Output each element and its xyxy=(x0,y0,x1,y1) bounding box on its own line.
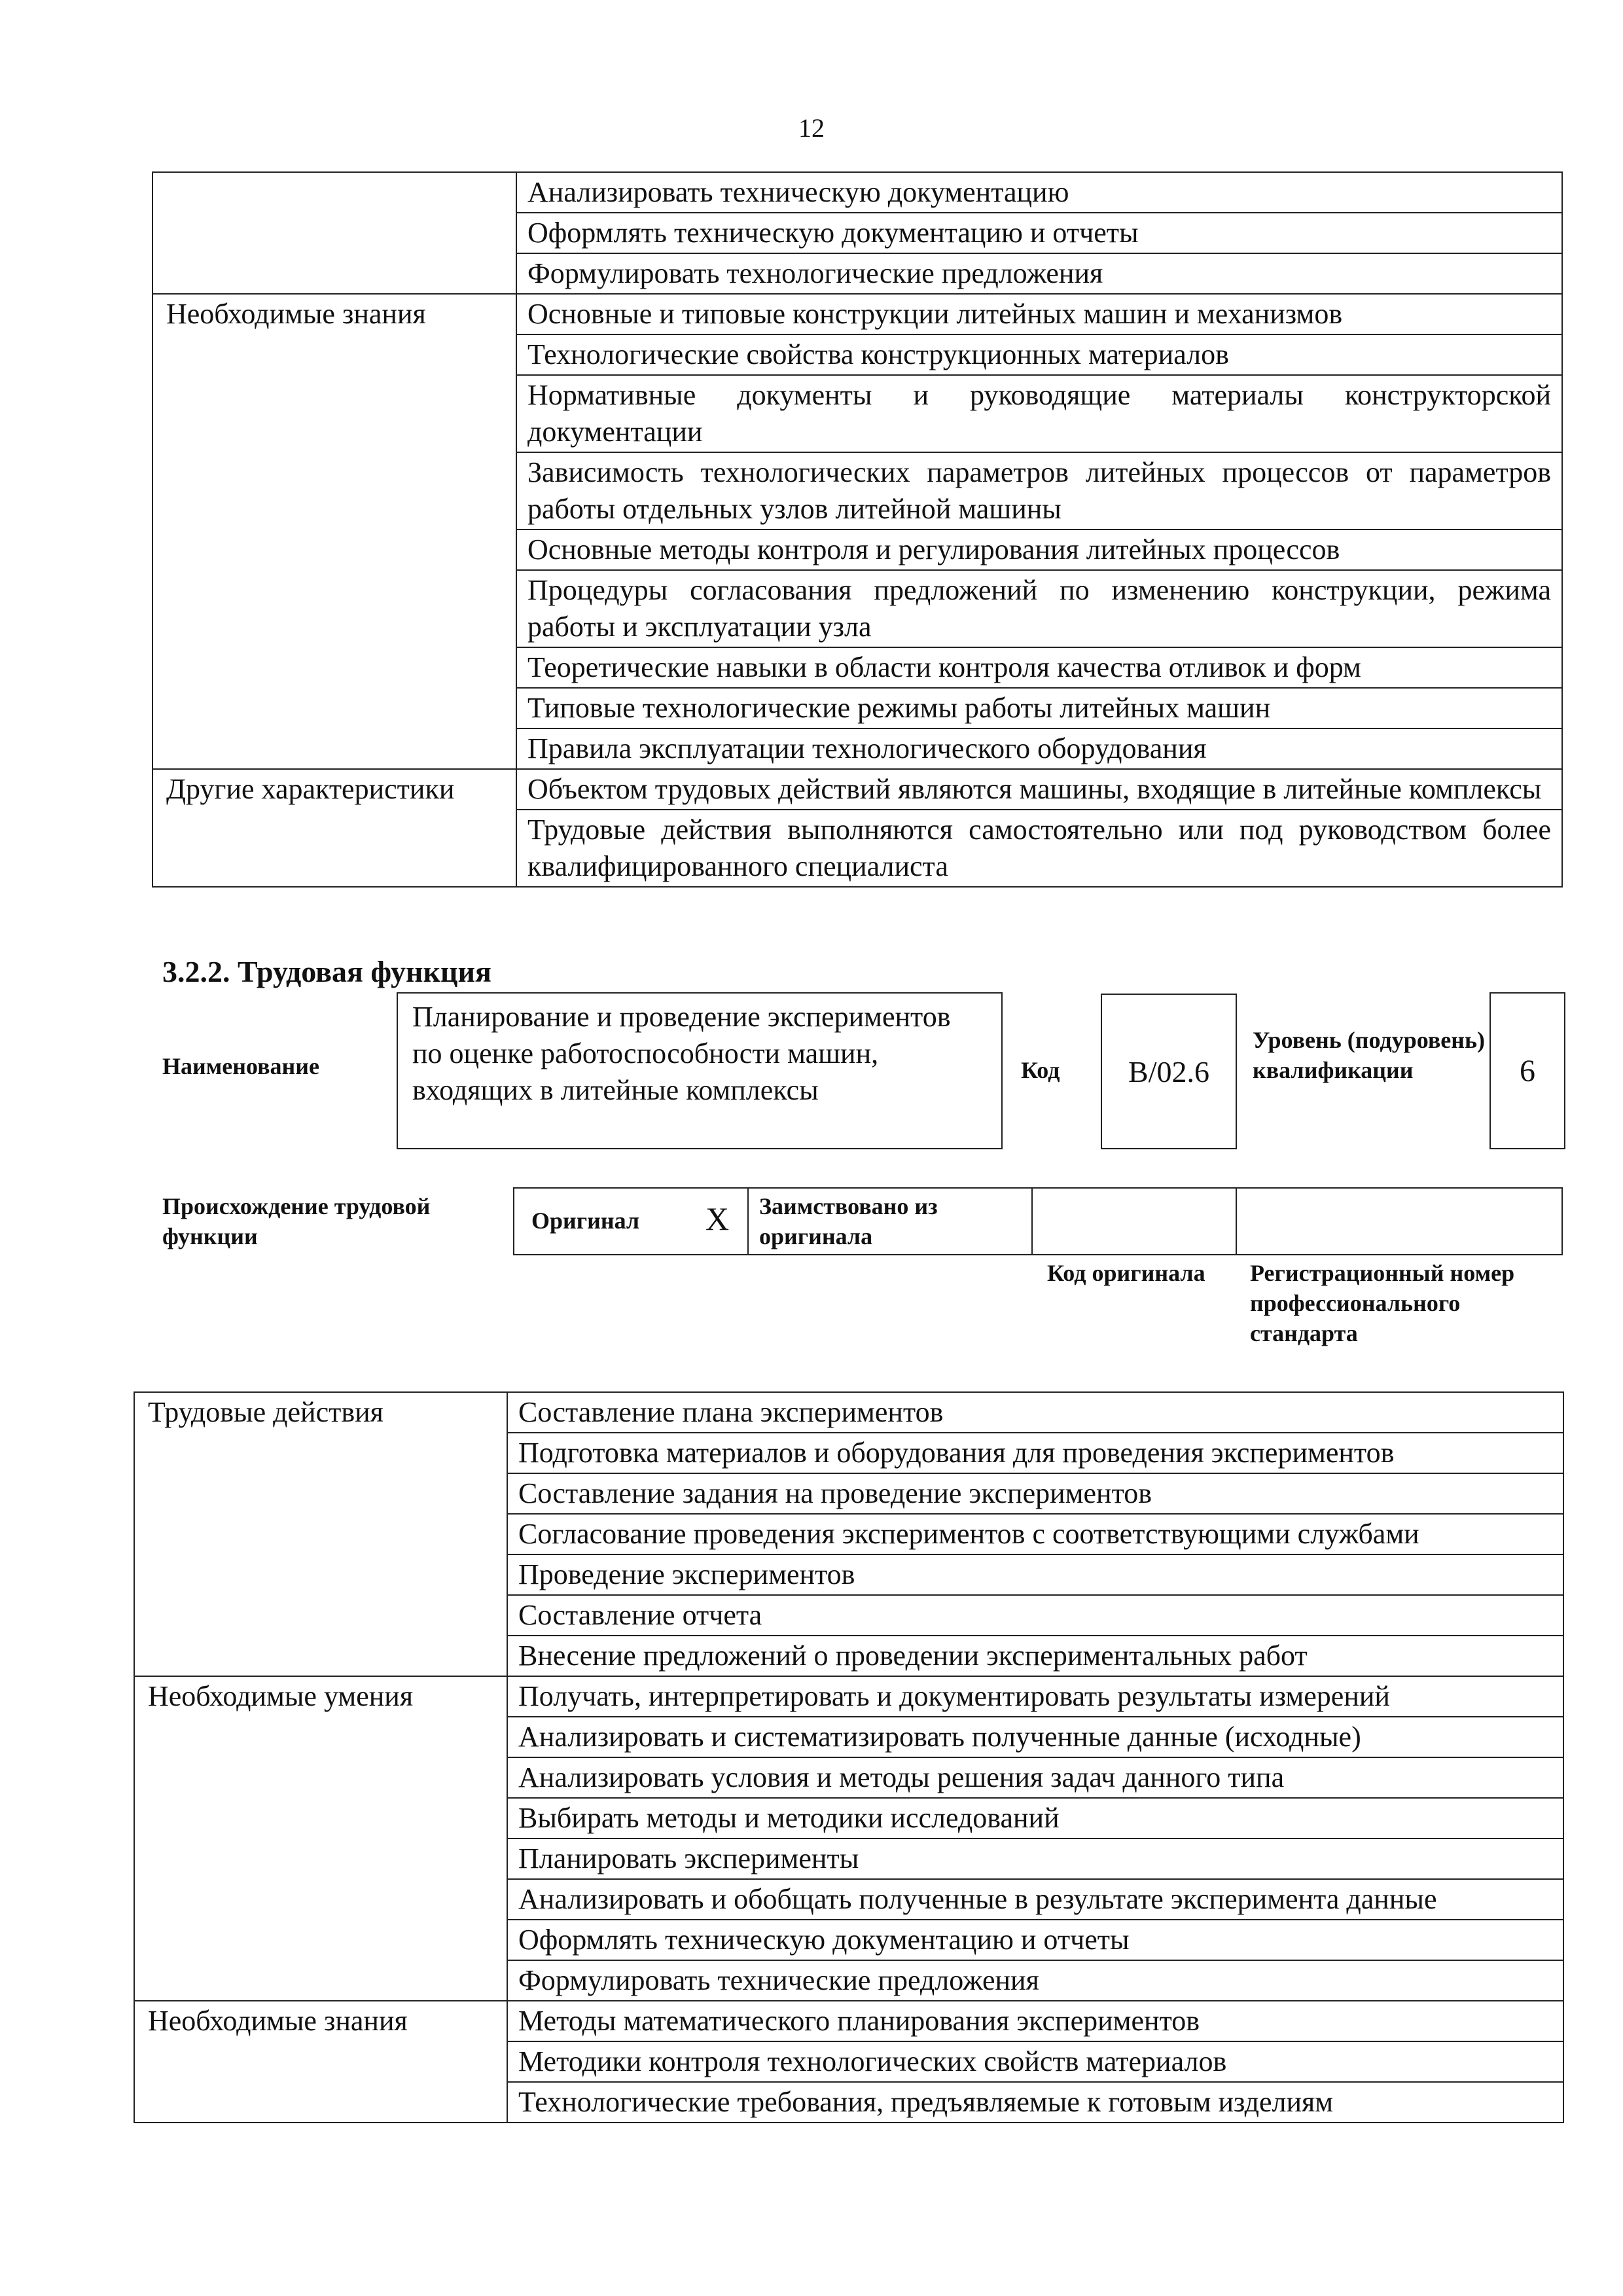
table-cell: Составление отчета xyxy=(507,1595,1563,1636)
table-cell: Оформлять техническую документацию и отчеты xyxy=(507,1920,1563,1960)
table-cell: Правила эксплуатации технологического оборудования xyxy=(516,728,1562,769)
table-cell: Формулировать технологические предложения xyxy=(516,253,1562,294)
table-cell: Методы математического планирования экспериментов xyxy=(507,2001,1563,2041)
table-cell: Основные методы контроля и регулирования литейных процессов xyxy=(516,529,1562,570)
table-cell: Анализировать и систематизировать полученные данные (исходные) xyxy=(507,1717,1563,1757)
table-cell: Получать, интерпретировать и документировать результаты измерений xyxy=(507,1676,1563,1717)
borrowed-label: Заимствовано из оригинала xyxy=(759,1193,938,1249)
page-number: 12 xyxy=(798,113,825,143)
table-row xyxy=(134,2001,1563,2041)
table-row xyxy=(134,1676,1563,1717)
row-label xyxy=(152,172,516,294)
row-label: Необходимые знания xyxy=(152,294,516,769)
table-cell: Формулировать технические предложения xyxy=(507,1960,1563,2001)
table-cell: Технологические свойства конструкционных материалов xyxy=(516,334,1562,375)
code-original-caption: Код оригинала xyxy=(1047,1260,1205,1286)
row-label: Необходимые умения xyxy=(134,1676,507,2001)
code-value-box: В/02.6 xyxy=(1101,994,1237,1149)
table-row xyxy=(152,769,1562,810)
table-cell: Технологические требования, предъявляемые к готовым изделиям xyxy=(507,2082,1563,2123)
divider xyxy=(1236,1187,1237,1255)
table-row xyxy=(134,1392,1563,1433)
origin-label: Происхождение трудовой функции xyxy=(162,1193,431,1249)
divider xyxy=(747,1187,749,1255)
level-value-box: 6 xyxy=(1489,992,1565,1149)
reg-number-caption: Регистрационный номер профессионального стандарта xyxy=(1250,1260,1515,1346)
table-cell: Анализировать и обобщать полученные в результате эксперимента данные xyxy=(507,1879,1563,1920)
name-label: Наименование xyxy=(162,1053,319,1079)
table-cell: Трудовые действия выполняются самостоятельно или под руководством более квалифицированного специалиста xyxy=(516,810,1562,887)
table-cell: Процедуры согласования предложений по изменению конструкции, режима работы и эксплуатации узла xyxy=(516,570,1562,647)
table-cell: Основные и типовые конструкции литейных машин и механизмов xyxy=(516,294,1562,334)
table-cell: Согласование проведения экспериментов с соответствующими службами xyxy=(507,1514,1563,1554)
table-cell: Составление задания на проведение экспериментов xyxy=(507,1473,1563,1514)
section-title: 3.2.2. Трудовая функция xyxy=(162,955,491,988)
table-cell: Анализировать техническую документацию xyxy=(516,172,1562,213)
table-row xyxy=(152,294,1562,334)
table-cell: Объектом трудовых действий являются машины, входящие в литейные комплексы xyxy=(516,769,1562,810)
competency-table xyxy=(134,1391,1564,2123)
table-row xyxy=(152,172,1562,213)
table-cell: Теоретические навыки в области контроля качества отливок и форм xyxy=(516,647,1562,688)
table-cell: Типовые технологические режимы работы литейных машин xyxy=(516,688,1562,728)
table-cell: Оформлять техническую документацию и отчеты xyxy=(516,213,1562,253)
table-cell: Анализировать условия и методы решения задач данного типа xyxy=(507,1757,1563,1798)
function-name-box: Планирование и проведение экспериментов по оценке работоспособности машин, входящих в литейные комплексы xyxy=(397,992,1003,1149)
original-label: Оригинал xyxy=(531,1208,640,1234)
table-cell: Планировать эксперименты xyxy=(507,1839,1563,1879)
table-cell: Выбирать методы и методики исследований xyxy=(507,1798,1563,1839)
row-label: Другие характеристики xyxy=(152,769,516,887)
code-label: Код xyxy=(1021,1057,1060,1083)
original-mark: X xyxy=(705,1200,730,1237)
table-cell: Нормативные документы и руководящие материалы конструкторской документации xyxy=(516,375,1562,452)
competency-table-continued xyxy=(152,171,1563,888)
row-label: Необходимые знания xyxy=(134,2001,507,2123)
table-cell: Зависимость технологических параметров литейных процессов от параметров работы отдельных узлов литейной машины xyxy=(516,452,1562,529)
table-cell: Методики контроля технологических свойств материалов xyxy=(507,2041,1563,2082)
divider xyxy=(1031,1187,1033,1255)
table-cell: Проведение экспериментов xyxy=(507,1554,1563,1595)
row-label: Трудовые действия xyxy=(134,1392,507,1676)
table-cell: Внесение предложений о проведении экспериментальных работ xyxy=(507,1636,1563,1676)
table-cell: Подготовка материалов и оборудования для проведения экспериментов xyxy=(507,1433,1563,1473)
table-cell: Составление плана экспериментов xyxy=(507,1392,1563,1433)
level-label: Уровень (подуровень) квалификации xyxy=(1253,1027,1486,1083)
